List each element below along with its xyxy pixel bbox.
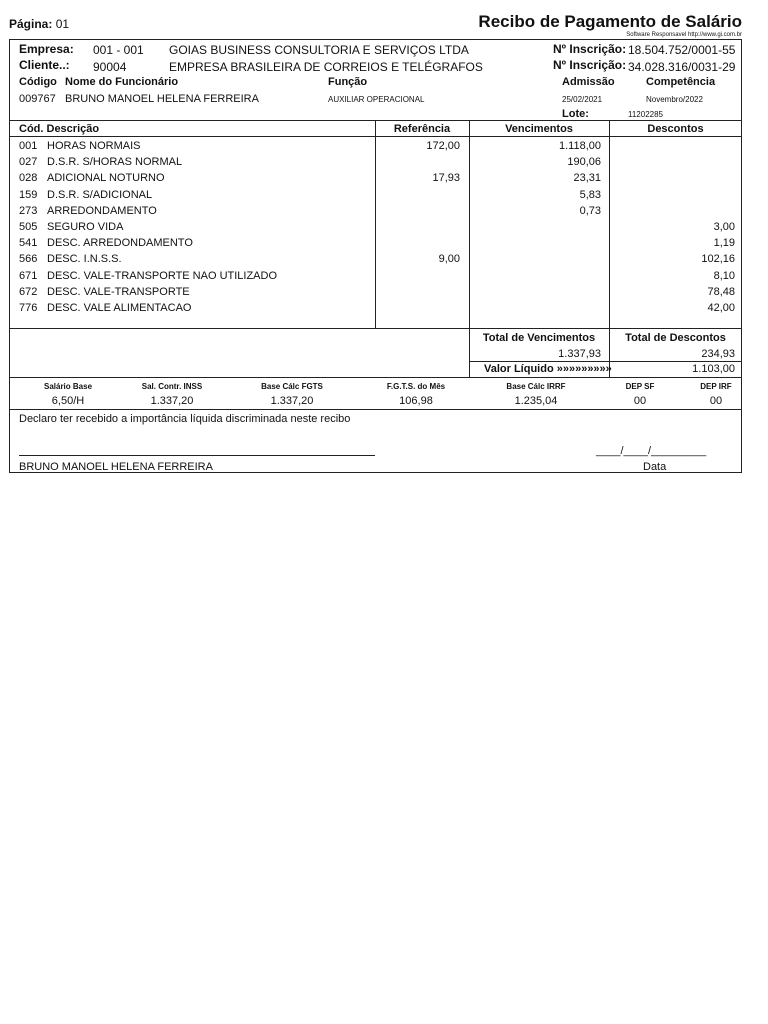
- competence-period: Novembro/2022: [646, 95, 703, 104]
- inscricao-label: Nº Inscrição:: [553, 42, 627, 56]
- row-description: DESC. VALE-TRANSPORTE NAO UTILIZADO: [47, 270, 278, 282]
- row-referencia: 17,93: [432, 172, 460, 184]
- row-code: 776: [19, 302, 38, 314]
- signature-line: [19, 455, 375, 456]
- base-calc-irrf-value: 1.235,04: [514, 395, 558, 407]
- row-description: HORAS NORMAIS: [47, 140, 141, 152]
- base-calc-irrf-label: Base Cálc IRRF: [506, 382, 566, 391]
- cliente-inscricao: 34.028.316/0031-29: [628, 60, 736, 74]
- row-vencimento: 0,73: [579, 205, 601, 217]
- row-vencimento: 1.118,00: [558, 140, 601, 152]
- empresa-code: 001 - 001: [93, 43, 144, 57]
- row-description: D.S.R. S/HORAS NORMAL: [47, 156, 183, 168]
- row-code: 541: [19, 237, 38, 249]
- base-calc-fgts-label: Base Cálc FGTS: [261, 382, 323, 391]
- dep-sf-value: 00: [633, 395, 647, 407]
- base-calc-fgts-value: 1.337,20: [270, 395, 314, 407]
- row-desconto: 42,00: [707, 302, 735, 314]
- col-referencia: Referência: [393, 123, 451, 135]
- declaration-text: Declaro ter recebido a importância líquida discriminada neste recibo: [19, 413, 351, 425]
- dep-sf-label: DEP SF: [625, 382, 655, 391]
- row-desconto: 102,16: [701, 253, 735, 265]
- row-vencimento: 190,06: [567, 156, 601, 168]
- valor-liquido-label: Valor Líquido »»»»»»»»»: [484, 363, 612, 375]
- total-vencimentos-label: Total de Vencimentos: [482, 332, 596, 344]
- employee-function: AUXILIAR OPERACIONAL: [328, 95, 425, 104]
- funcao-label: Função: [328, 76, 368, 88]
- row-referencia: 9,00: [438, 253, 460, 265]
- nome-label: Nome do Funcionário: [65, 76, 179, 88]
- row-vencimento: 5,83: [579, 189, 601, 201]
- row-code: 671: [19, 270, 38, 282]
- row-code: 001: [19, 140, 38, 152]
- row-description: ARREDONDAMENTO: [47, 205, 157, 217]
- signer-name: BRUNO MANOEL HELENA FERREIRA: [19, 461, 213, 473]
- empresa-label: Empresa:: [19, 42, 74, 56]
- row-code: 273: [19, 205, 38, 217]
- row-code: 159: [19, 189, 38, 201]
- sal-contr-inss-value: 1.337,20: [150, 395, 194, 407]
- row-referencia: 172,00: [426, 140, 460, 152]
- employee-name: BRUNO MANOEL HELENA FERREIRA: [65, 93, 259, 105]
- lote-label: Lote:: [562, 108, 589, 120]
- row-code: 505: [19, 221, 38, 233]
- codigo-label: Código: [19, 76, 57, 88]
- total-descontos: 234,93: [701, 348, 735, 360]
- software-note: Software Responsavel http://www.gi.com.br: [626, 32, 742, 38]
- sal-contr-inss-label: Sal. Contr. INSS: [141, 382, 203, 391]
- date-label: Data: [643, 461, 667, 473]
- admission-date: 25/02/2021: [562, 95, 603, 104]
- row-desconto: 78,48: [707, 286, 735, 298]
- date-line: ____/____/_________: [596, 445, 707, 457]
- salario-base-value: 6,50/H: [51, 395, 85, 407]
- row-vencimento: 23,31: [573, 172, 601, 184]
- dep-irf-label: DEP IRF: [700, 382, 732, 391]
- page-number: 01: [55, 17, 70, 31]
- inscricao-label-2: Nº Inscrição:: [553, 58, 627, 72]
- col-cod-descricao: Cód. Descrição: [19, 123, 100, 135]
- fgts-mes-label: F.G.T.S. do Mês: [386, 382, 446, 391]
- cliente-name: EMPRESA BRASILEIRA DE CORREIOS E TELÉGRAFOS: [169, 60, 483, 74]
- salario-base-label: Salário Base: [43, 382, 93, 391]
- fgts-mes-value: 106,98: [399, 395, 433, 407]
- lote-number: 11202285: [628, 110, 663, 119]
- document-title: Recibo de Pagamento de Salário: [478, 12, 742, 31]
- row-description: D.S.R. S/ADICIONAL: [47, 189, 153, 201]
- row-code: 028: [19, 172, 38, 184]
- page-label: Página: 01: [9, 17, 70, 31]
- competencia-label: Competência: [646, 76, 716, 88]
- col-vencimentos: Vencimentos: [505, 123, 573, 135]
- total-vencimentos: 1.337,93: [558, 348, 601, 360]
- row-description: SEGURO VIDA: [47, 221, 124, 233]
- row-desconto: 8,10: [713, 270, 735, 282]
- row-desconto: 1,19: [713, 237, 735, 249]
- cliente-code: 90004: [93, 60, 127, 74]
- row-code: 027: [19, 156, 38, 168]
- col-descontos: Descontos: [647, 123, 704, 135]
- cliente-label: Cliente..:: [19, 58, 70, 72]
- row-description: DESC. VALE ALIMENTACAO: [47, 302, 192, 314]
- row-description: ADICIONAL NOTURNO: [47, 172, 165, 184]
- employee-code: 009767: [19, 93, 56, 105]
- total-descontos-label: Total de Descontos: [625, 332, 726, 344]
- row-code: 672: [19, 286, 38, 298]
- valor-liquido: 1.103,00: [692, 363, 735, 375]
- admissao-label: Admissão: [562, 76, 615, 88]
- row-description: DESC. VALE-TRANSPORTE: [47, 286, 190, 298]
- row-desconto: 3,00: [713, 221, 735, 233]
- dep-irf-value: 00: [709, 395, 723, 407]
- empresa-inscricao: 18.504.752/0001-55: [628, 43, 736, 57]
- empresa-name: GOIAS BUSINESS CONSULTORIA E SERVIÇOS LTDA: [169, 43, 469, 57]
- row-description: DESC. I.N.S.S.: [47, 253, 122, 265]
- row-description: DESC. ARREDONDAMENTO: [47, 237, 193, 249]
- row-code: 566: [19, 253, 38, 265]
